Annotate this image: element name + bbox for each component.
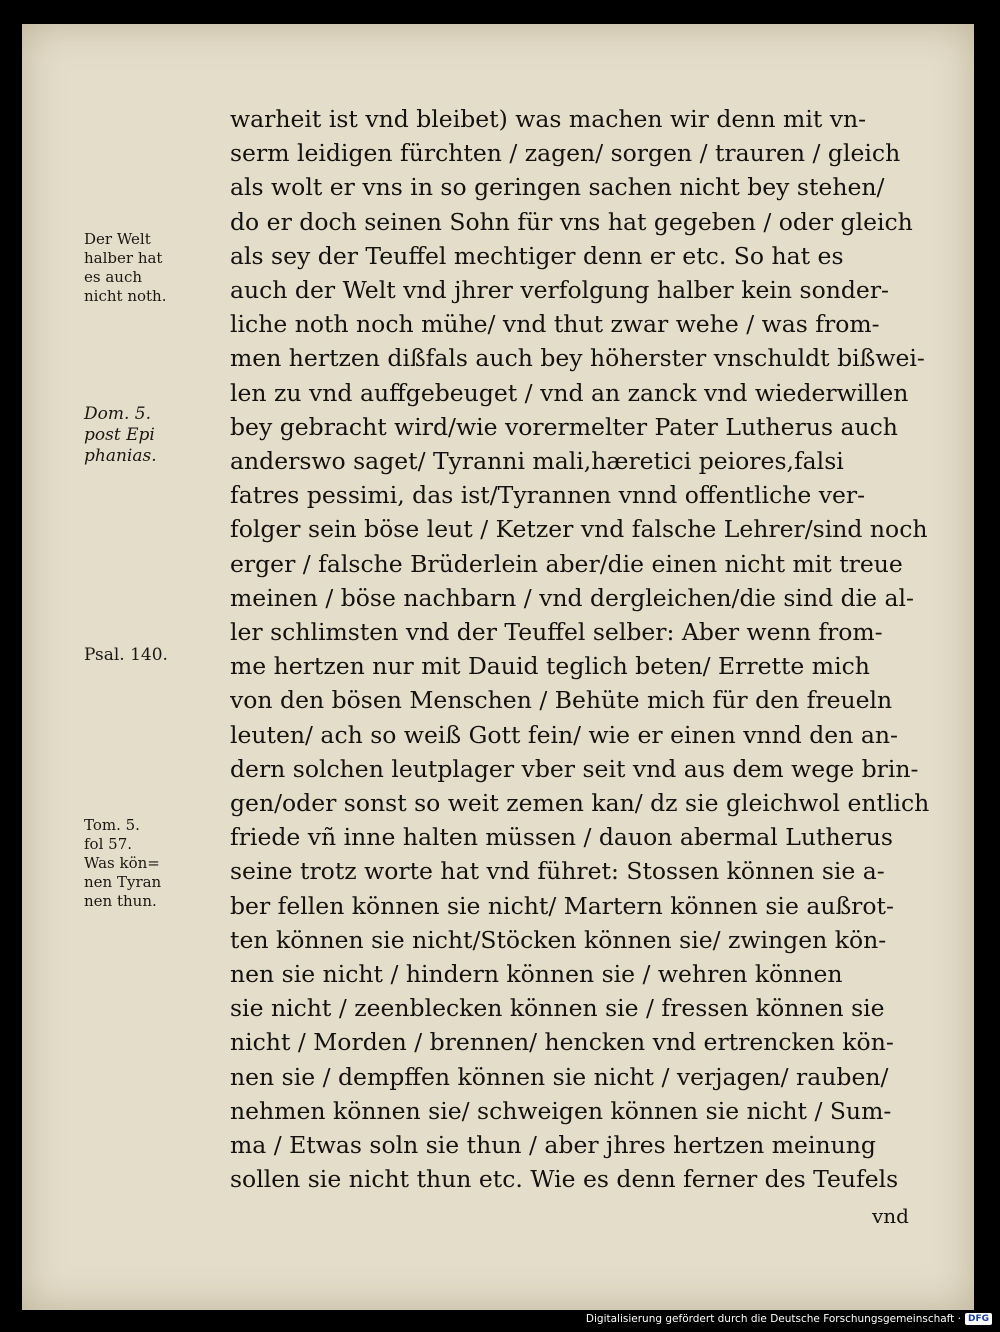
body-line: anderswo saget/ Tyranni mali,hæretici peiores,falsi — [230, 447, 844, 476]
body-line: meinen / böse nachbarn / vnd dergleichen/die sind die al- — [230, 583, 915, 612]
body-line: warheit ist vnd bleibet) was machen wir denn mit vn- — [230, 105, 867, 133]
body-line: me hertzen nur mit Dauid teglich beten/ Errette mich — [230, 652, 870, 681]
body-line: ma / Etwas soln sie thun / aber jhres hertzen meinung — [230, 1131, 876, 1160]
body-line: von den bösen Menschen / Behüte mich für den freueln — [230, 686, 893, 715]
margin-note-line: nen Tyran — [84, 873, 162, 891]
digitization-credit — [586, 1310, 992, 1328]
credit-text: Digitalisierung gefördert durch die Deutsche Forschungsgemeinschaft · — [585, 1313, 961, 1325]
body-line: folger sein böse leut / Ketzer vnd falsche Lehrer/sind noch — [230, 515, 928, 544]
margin-note-line: Was kön= — [84, 854, 160, 872]
body-line: serm leidigen fürchten / zagen/ sorgen / trauren / gleich — [230, 139, 901, 168]
body-line: nen sie / dempffen können sie nicht / verjagen/ rauben/ — [230, 1062, 889, 1091]
body-line: dern solchen leutplager vber seit vnd aus dem wege brin- — [230, 754, 919, 783]
margin-note-line: Tom. 5. — [84, 816, 140, 834]
body-line: bey gebracht wird/wie vorermelter Pater Lutherus auch — [230, 412, 898, 441]
scanned-page — [22, 24, 974, 1310]
body-line: nehmen können sie/ schweigen können sie nicht / Sum- — [230, 1096, 892, 1125]
margin-note-line: nen thun. — [84, 892, 157, 910]
margin-note-line: Dom. 5. — [84, 404, 152, 424]
margin-note-line: fol 57. — [84, 835, 133, 853]
body-line: nen sie nicht / hindern können sie / wehren können — [230, 960, 843, 989]
body-line: liche noth noch mühe/ vnd thut zwar wehe / was from- — [230, 310, 880, 339]
body-line: leuten/ ach so weiß Gott fein/ wie er einen vnnd den an- — [230, 720, 898, 749]
body-line: seine trotz worte hat vnd führet: Stossen können sie a- — [230, 857, 885, 886]
body-line: men hertzen dißfals auch bey höherster vnschuldt bißwei- — [230, 344, 925, 373]
body-line: friede vñ inne halten müssen / dauon abermal Lutherus — [230, 823, 893, 852]
margin-note-2 — [84, 404, 234, 467]
body-line: ten können sie nicht/Stöcken können sie/ zwingen kön- — [230, 925, 887, 954]
body-line: erger / falsche Brüderlein aber/die einen nicht mit treue — [230, 549, 903, 578]
dfg-logo: DFG — [965, 1313, 992, 1325]
margin-note-1 — [84, 230, 234, 306]
body-line: ler schlimsten vnd der Teuffel selber: Aber wenn from- — [230, 618, 883, 647]
body-line: sollen sie nicht thun etc. Wie es denn ferner des Teufels — [230, 1165, 899, 1194]
body-line: nicht / Morden / brennen/ hencken vnd ertrencken kön- — [230, 1028, 894, 1057]
body-line: do er doch seinen Sohn für vns hat gegeben / oder gleich — [230, 207, 913, 236]
margin-note-line: post Epi — [84, 425, 155, 445]
body-line: ber fellen können sie nicht/ Martern können sie außrot- — [230, 891, 894, 920]
margin-note-3 — [84, 646, 234, 665]
margin-note-4 — [84, 816, 234, 911]
body-line: als sey der Teuffel mechtiger denn er etc. So hat es — [230, 241, 844, 270]
body-line: len zu vnd auffgebeuget / vnd an zanck vnd wiederwillen — [230, 378, 909, 407]
margin-note-line: Der Welt — [84, 230, 151, 248]
catchword: vnd — [872, 1204, 909, 1228]
margin-note-line: Psal. 140. — [84, 645, 168, 665]
margin-note-line: phanias. — [84, 446, 157, 466]
body-line: fatres pessimi, das ist/Tyrannen vnnd offentliche ver- — [230, 481, 866, 510]
body-line: sie nicht / zeenblecken können sie / fressen können sie — [230, 994, 885, 1023]
margin-note-line: es auch — [84, 268, 143, 286]
body-text — [230, 102, 942, 1197]
body-line: auch der Welt vnd jhrer verfolgung halber kein sonder- — [230, 276, 889, 305]
body-line: gen/oder sonst so weit zemen kan/ dz sie gleichwol entlich — [230, 789, 930, 818]
body-line: als wolt er vns in so geringen sachen nicht bey stehen/ — [230, 173, 885, 202]
margin-note-line: halber hat — [84, 249, 163, 267]
margin-note-line: nicht noth. — [84, 287, 167, 305]
